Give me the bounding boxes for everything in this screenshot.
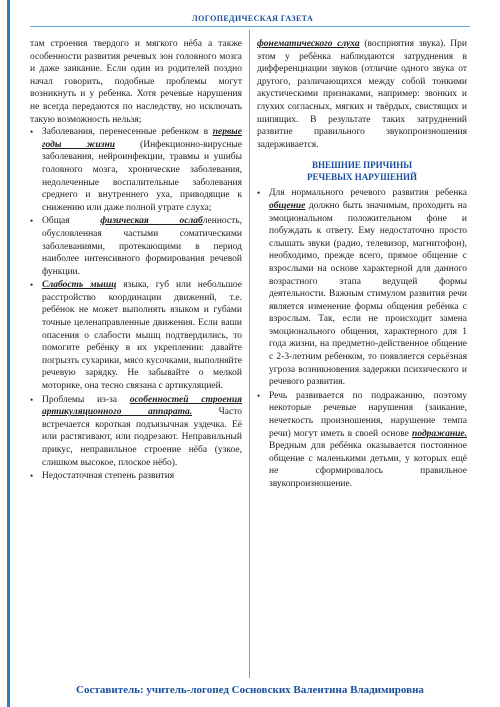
footer-credit: Составитель: учитель-логопед Сосновских Валентина Владимировна [76,684,424,696]
bullet-icon: • [30,216,34,227]
bullet-icon: • [257,390,261,401]
column-divider [249,30,250,678]
left-intro-paragraph: там строения твердого и мягкого нёба а также особенности развития речевых зон головного мозга и даже заикание. Если один из родителей поздно начал говорить, подобные проблемы могут возникнуть и у ребенка. Хотя речевые нарушения не всегда передаются по наследству, но исключать такую возможность нельзя; [30,39,242,125]
bullet-icon: • [30,394,34,405]
bullet-icon: • [30,127,34,138]
section-subheading: ВНЕШНИЕ ПРИЧИНЫ РЕЧЕВЫХ НАРУШЕНИЙ [307,160,417,183]
list-item: • Речь развивается по подражанию, поэтому некоторые речевые нарушения (заикание, нечеткость произношения, нарушение темпа речи) могут иметь в своей основе подражание. Вредным для ребёнка оказывается постоянное общение с маленькими детьми, у которых ещё не сформировалось правильное звукопроизношение. [257,390,467,489]
list-item: • Проблемы из-за особенностей строения артикуляционного аппарата. Часто встречается короткая подъязычная уздечка. Её или растягивают, или подрезают. Неправильный прикус, неправильное строение нёба (узкое, слишком высокое, плоское нёбо). [30,394,242,468]
bullet-icon: • [257,188,261,199]
right-intro-paragraph: фонематического слуха (восприятия звука). При этом у ребёнка наблюдаются затруднения в дифференциации звуков (отличие одного звука от другого, различающихся между собой тонкими акустическими признаками, например: звонких и глухих согласных, мягких и твёрдых, свистящих и шипящих. В результате таких затруднений развитие правильного звукопроизношения задерживается. [257,39,467,150]
left-border-rule [7,0,10,707]
list-item: • Недостаточная степень развития [30,471,175,482]
left-column [30,38,242,484]
bullet-icon: • [30,471,34,482]
list-item: • Заболевания, перенесенные ребенком в первые годы жизни (Инфекционно-вирусные заболевания, нейроинфекции, травмы и ушибы головного мозга, хронические заболевания, недолеченные воспалительные заболевания среднего и внутреннего уха, приводящие к снижению или даже полной утрате слуха; [30,127,242,213]
header-divider [30,26,470,27]
left-bullet-list [30,126,242,483]
list-item: • Слабость мышц языка, губ или небольшое расстройство координации движений, т.е. ребёнок не может выполнять языком и губами точные целенаправленные движения. Если ваши опасения о слабости мышц подтвердились, то помогите ребёнку в их укреплении: давайте погрызть сухарики, мясо кусочками, выполняйте речевую зарядку. Не забывайте о мелкой моторике, она тесно связана с артикуляцией. [30,280,243,392]
right-column [257,38,467,492]
newsletter-title: ЛОГОПЕДИЧЕСКАЯ ГАЗЕТА [191,14,314,23]
list-item: • Общая физическая ослабленность, обусловленная частыми соматическими заболеваниями, протекающими в период наиболее интенсивного формирования речевой функции. [30,216,242,277]
bullet-icon: • [30,280,34,291]
list-item: • Для нормального речевого развития ребенка общение должно быть значимым, проходить на эмоциональном положительном фоне и побуждать к ответу. Ему недостаточно просто слышать звуки (радио, телевизор, магнитофон), необходимо, прежде всего, прямое общение с взрослыми на основе характерной для данного возрастного этапа ведущей формы деятельности. Важным стимулом развития речи является изменение формы общения ребёнка с взрослым. Так, если не происходит замена эмоционального общения, характерного для 1 года жизни, на предметно-действенное общение с 2-3-летним ребенком, то появляется серьёзная угроза возникновения задержки психического и речевого развития. [257,188,467,388]
right-bullet-list [257,187,467,490]
